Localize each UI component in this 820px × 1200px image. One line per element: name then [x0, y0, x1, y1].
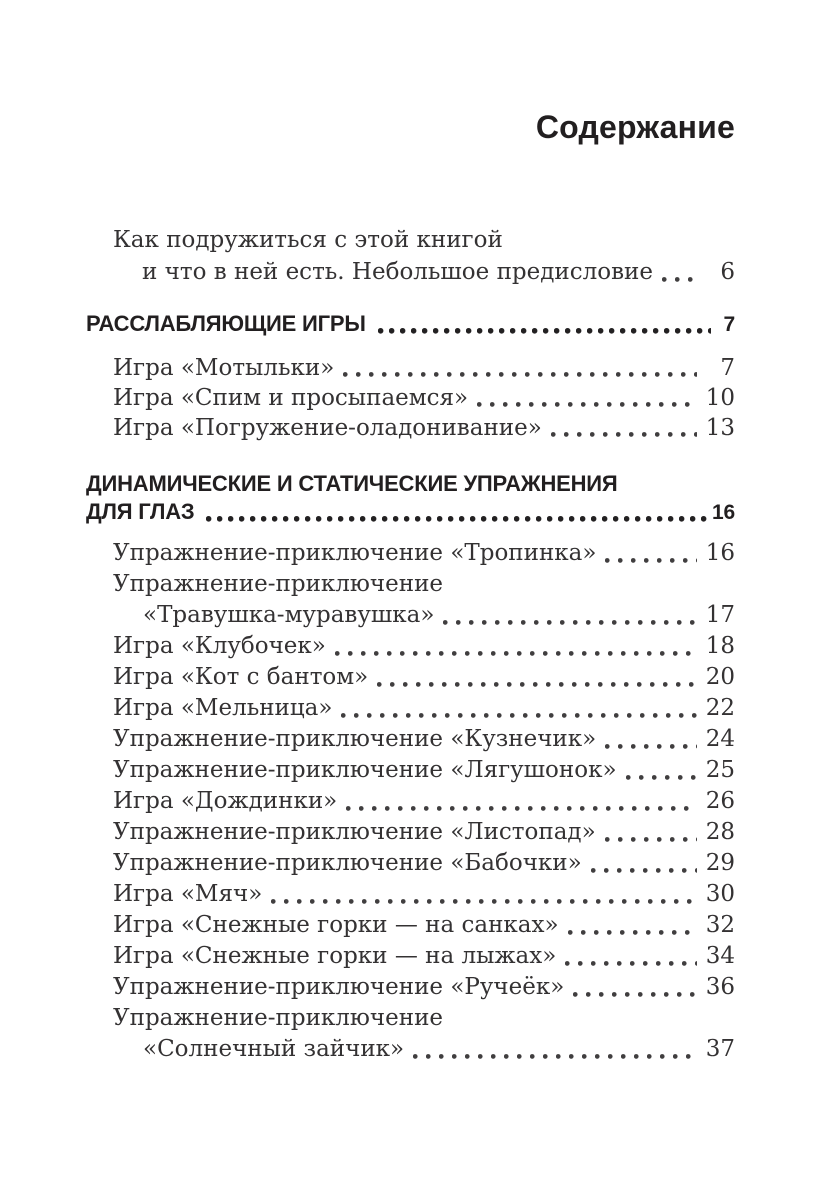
dot-leader [413, 1054, 697, 1059]
section-entries-eye-exercises [86, 538, 735, 1065]
toc-entry [113, 879, 735, 910]
toc-entry-page: 25 [705, 757, 735, 783]
dot-leader [341, 713, 697, 718]
dot-leader [605, 558, 697, 563]
toc-entry [113, 353, 735, 383]
dot-leader [477, 402, 697, 407]
toc-entry-page: 28 [705, 819, 735, 845]
toc-entry-label: Упражнение-приключение «Бабочки» [113, 850, 582, 876]
toc-entry [113, 724, 735, 755]
toc-entry-label: Упражнение-приключение «Листопад» [113, 819, 596, 845]
toc-entry [113, 786, 735, 817]
toc-entry [113, 693, 735, 724]
toc-entry-label: Игра «Мяч» [113, 881, 263, 907]
toc-entry-label: Упражнение-приключение «Ручеёк» [113, 974, 565, 1000]
toc-entry-label: Упражнение-приключение «Лягушонок» [113, 757, 617, 783]
toc-entry-page: 30 [705, 881, 735, 907]
toc-entry-label: Игра «Клубочек» [113, 633, 326, 659]
toc-entry-label: Игра «Мельница» [113, 695, 333, 721]
preface-entry [86, 224, 735, 288]
toc-entry-label: Игра «Дождинки» [113, 788, 338, 814]
section-heading-relaxing-games [86, 310, 735, 339]
toc-entry-page: 34 [705, 943, 735, 969]
dot-leader [573, 992, 697, 997]
toc-entry-page: 10 [705, 385, 735, 411]
section-heading-label: ДИНАМИЧЕСКИЕ И СТАТИЧЕСКИЕ УПРАЖНЕНИЯ [86, 471, 618, 496]
dot-leader [565, 961, 697, 966]
toc-entry [113, 383, 735, 413]
preface-label-continuation: и что в ней есть. Небольшое предисловие [142, 259, 653, 285]
toc-entry-page: 22 [705, 695, 735, 721]
section-heading-eye-exercises [86, 470, 735, 527]
toc-entry-line-2 [113, 600, 735, 631]
toc-entry-page: 29 [705, 850, 735, 876]
toc-entry [113, 972, 735, 1003]
preface-page-number: 6 [720, 259, 735, 285]
dot-leader [568, 930, 697, 935]
dot-leader [346, 806, 697, 811]
toc-entry-label: Упражнение-приключение «Кузнечик» [113, 726, 597, 752]
dot-leader [271, 899, 697, 904]
toc-entry-label: Игра «Снежные горки — на лыжах» [113, 943, 557, 969]
toc-entry [113, 755, 735, 786]
page-title: Содержание [535, 109, 735, 145]
section-heading-line-1 [86, 470, 735, 498]
dot-leader [605, 744, 697, 749]
toc-entry [113, 910, 735, 941]
section-heading-label: РАССЛАБЛЯЮЩИЕ ИГРЫ [86, 311, 366, 336]
toc-entry-page: 20 [705, 664, 735, 690]
toc-entry-label-continuation: «Солнечный зайчик» [143, 1036, 405, 1062]
dot-leader [605, 837, 697, 842]
toc-entry-page: 32 [705, 912, 735, 938]
toc-entry [113, 413, 735, 443]
dot-leader [335, 651, 697, 656]
preface-label: Как подружиться с этой книгой [113, 227, 503, 253]
toc-entry [113, 538, 735, 569]
dot-leader [443, 620, 697, 625]
preface-line-2 [113, 256, 735, 288]
section-entries-relaxing-games [86, 353, 735, 443]
dot-leader [206, 516, 710, 522]
toc-entry-line-1 [113, 569, 735, 600]
toc-entry-label: Упражнение-приключение «Тропинка» [113, 540, 597, 566]
dot-leader [662, 277, 697, 282]
dot-leader [378, 328, 711, 334]
toc-entry-page: 7 [720, 355, 735, 381]
toc-entry-label: Игра «Снежные горки — на санках» [113, 912, 559, 938]
toc-entry-page: 37 [705, 1036, 735, 1062]
dot-leader [377, 682, 697, 687]
toc-entry-label: Игра «Спим и просыпаемся» [113, 385, 469, 411]
toc-entry-page: 26 [705, 788, 735, 814]
section-page-number: 7 [723, 313, 735, 336]
section-heading-line-2 [86, 498, 735, 527]
toc-entry-line-1 [113, 1003, 735, 1034]
toc-entry-page: 17 [705, 602, 735, 628]
toc-entry [113, 941, 735, 972]
section-page-number: 16 [712, 501, 735, 524]
dot-leader [626, 775, 697, 780]
toc-entry [113, 817, 735, 848]
toc-entry-line-2 [113, 1034, 735, 1065]
toc-entry-label-continuation: «Травушка-муравушка» [143, 602, 435, 628]
dot-leader [551, 432, 697, 437]
preface-line-1 [113, 224, 735, 256]
dot-leader [591, 868, 697, 873]
toc-entry [113, 848, 735, 879]
toc-entry [113, 662, 735, 693]
toc-entry-label: Игра «Погружение-оладонивание» [113, 415, 542, 441]
toc-entry [113, 631, 735, 662]
toc-entry-label: Упражнение-приключение [113, 571, 444, 597]
dot-leader [343, 372, 697, 377]
toc-entry-page: 36 [705, 974, 735, 1000]
toc-entry-page: 16 [705, 540, 735, 566]
toc-entry-label: Упражнение-приключение [113, 1005, 444, 1031]
toc-entry-label: Игра «Мотыльки» [113, 355, 335, 381]
toc-entry-label: Игра «Кот с бантом» [113, 664, 369, 690]
toc-entry-page: 18 [705, 633, 735, 659]
toc-entry-page: 13 [705, 415, 735, 441]
toc-entry-page: 24 [705, 726, 735, 752]
section-heading-label-continuation: ДЛЯ ГЛАЗ [86, 499, 195, 524]
